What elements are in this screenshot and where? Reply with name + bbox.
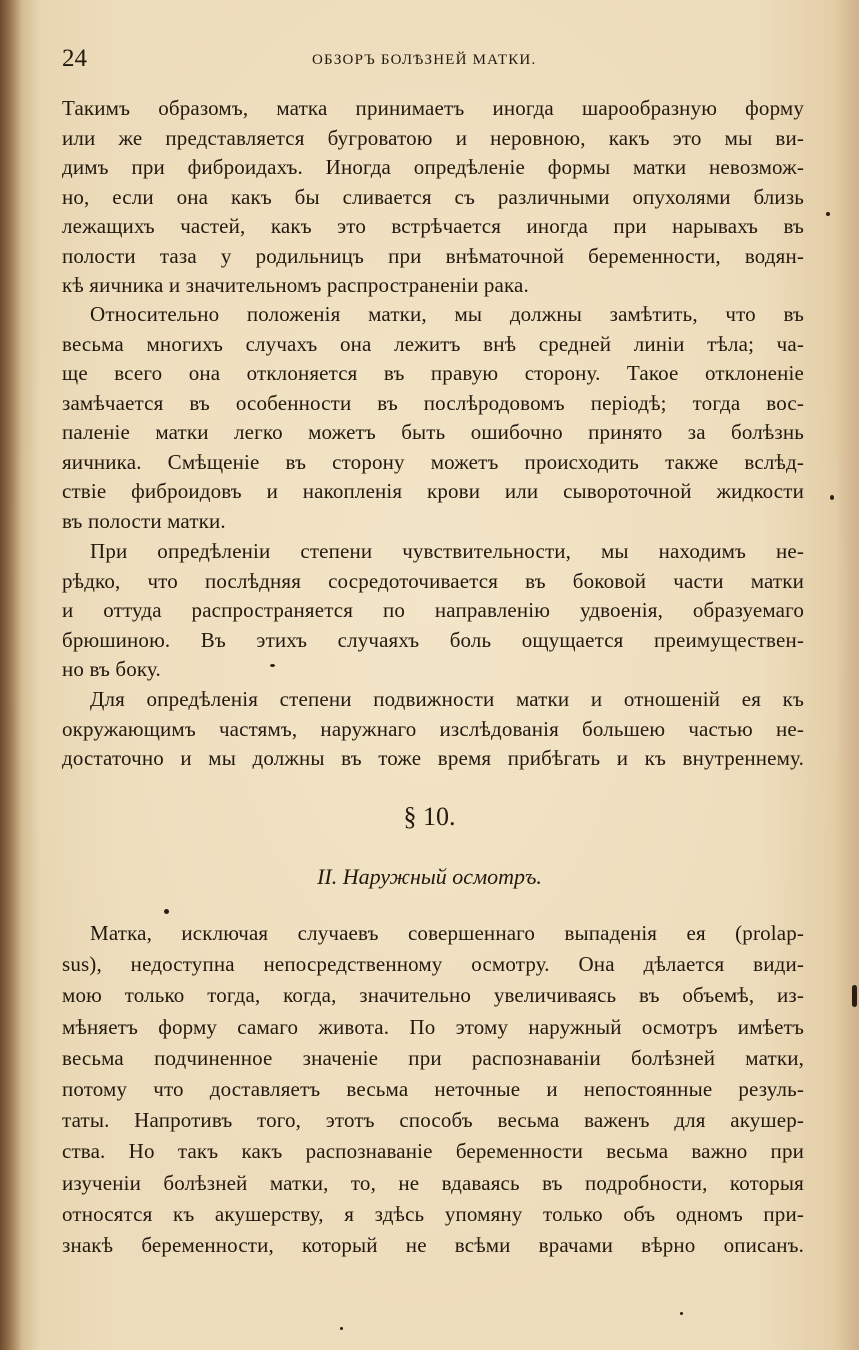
text-line: ства. Но такъ какъ распознаваніе беременности весьма важно при (62, 1139, 804, 1164)
text-line: потому что доставляетъ весьма неточные и непостоянные резуль- (62, 1076, 804, 1101)
text-line: но, если она какъ бы сливается съ различными опухолями близь (62, 184, 804, 209)
ink-speck (852, 985, 857, 1007)
text-line: но въ боку. (62, 657, 161, 681)
text-line: въ полости матки. (62, 508, 226, 533)
paragraph-sensitivity (62, 537, 804, 685)
text-line: димъ при фиброидахъ. Иногда опредѣленіе формы матки невозмож- (62, 155, 804, 179)
text-line: или же представляется бугроватою и неровною, какъ это мы ви- (62, 125, 804, 150)
page-number: 24 (62, 45, 87, 72)
text-line: рѣдко, что послѣдняя сосредоточивается въ боковой части матки (62, 568, 804, 593)
text-line: мою только тогда, когда, значительно увеличиваясь въ объемѣ, из- (62, 983, 804, 1008)
paragraph-matka-position (62, 300, 804, 536)
text-line: лежащихъ частей, какъ это встрѣчается иногда при нарывахъ въ (62, 214, 804, 238)
text-line: таты. Напротивъ того, этотъ способъ весьма важенъ для акушер- (62, 1108, 804, 1133)
text-line: Такимъ образомъ, матка принимаетъ иногда шарообразную форму (62, 96, 804, 120)
text-line: мѣняетъ форму самаго живота. По этому наружный осмотръ имѣетъ (62, 1014, 804, 1039)
ink-speck (830, 495, 834, 500)
text-line: и оттуда распространяется по направленію удвоенія, образуемаго (62, 598, 804, 622)
running-head (62, 44, 802, 74)
text-line: брюшиною. Въ этихъ случаяхъ боль ощущается преимуществен- (62, 627, 804, 652)
paragraph-external-exam (62, 918, 804, 1261)
text-line: Для опредѣленія степени подвижности матки и отношеній ея къ (90, 687, 804, 711)
paragraph-matka-form (62, 94, 804, 301)
ink-speck (826, 212, 830, 216)
text-line: относятся къ акушерству, я здѣсь упомяну только объ одномъ при- (62, 1201, 804, 1226)
text-line: Относительно положенія матки, мы должны замѣтить, что въ (90, 302, 804, 326)
text-line: sus), недоступна непосредственному осмотру. Она дѣлается види- (62, 952, 804, 977)
ink-speck (340, 1327, 343, 1330)
text-line: весьма подчиненное значеніе при распознаваніи болѣзней матки, (62, 1045, 804, 1070)
text-line: кѣ яичника и значительномъ распространеніи рака. (62, 273, 529, 297)
text-line: окружающимъ частямъ, наружнаго изслѣдованія большею частью не- (62, 716, 804, 741)
ink-speck (270, 664, 275, 667)
text-line: Матка, исключая случаевъ совершеннаго выпаденія ея (prolap- (90, 921, 804, 945)
text-line: паленіе матки легко можетъ быть ошибочно принято за болѣзнь (62, 420, 804, 444)
ink-speck (164, 909, 169, 914)
paragraph-mobility (62, 685, 804, 774)
text-line: При опредѣленіи степени чувствительности, мы находимъ не- (90, 539, 804, 563)
section-number: § 10. (403, 802, 456, 831)
text-line: яичника. Смѣщеніе въ сторону можетъ происходить также вслѣд- (62, 449, 804, 474)
text-line: знакѣ беременности, который не всѣми врачами вѣрно описанъ. (62, 1232, 804, 1257)
text-line: изученіи болѣзней матки, то, не вдаваясь въ подробности, которыя (62, 1170, 804, 1195)
text-line: весьма многихъ случахъ она лежитъ внѣ средней линіи тѣла; ча- (62, 331, 804, 356)
text-line: полости таза у родильницъ при внѣматочной беременности, водян- (62, 243, 804, 268)
running-title: ОБЗОРЪ БОЛѢЗНЕЙ МАТКИ. (312, 52, 537, 68)
section-title: II. Наружный осмотръ. (317, 864, 542, 889)
text-line: ствіе фиброидовъ и накопленія крови или сывороточной жидкости (62, 479, 804, 503)
text-line: достаточно и мы должны въ тоже время прибѣгать и къ внутреннему. (62, 746, 804, 770)
text-line: ще всего она отклоняется въ правую сторону. Такое отклоненіе (62, 361, 804, 385)
text-line: замѣчается въ особенности въ послѣродовомъ періодѣ; тогда вос- (62, 390, 804, 415)
ink-speck (680, 1312, 683, 1315)
